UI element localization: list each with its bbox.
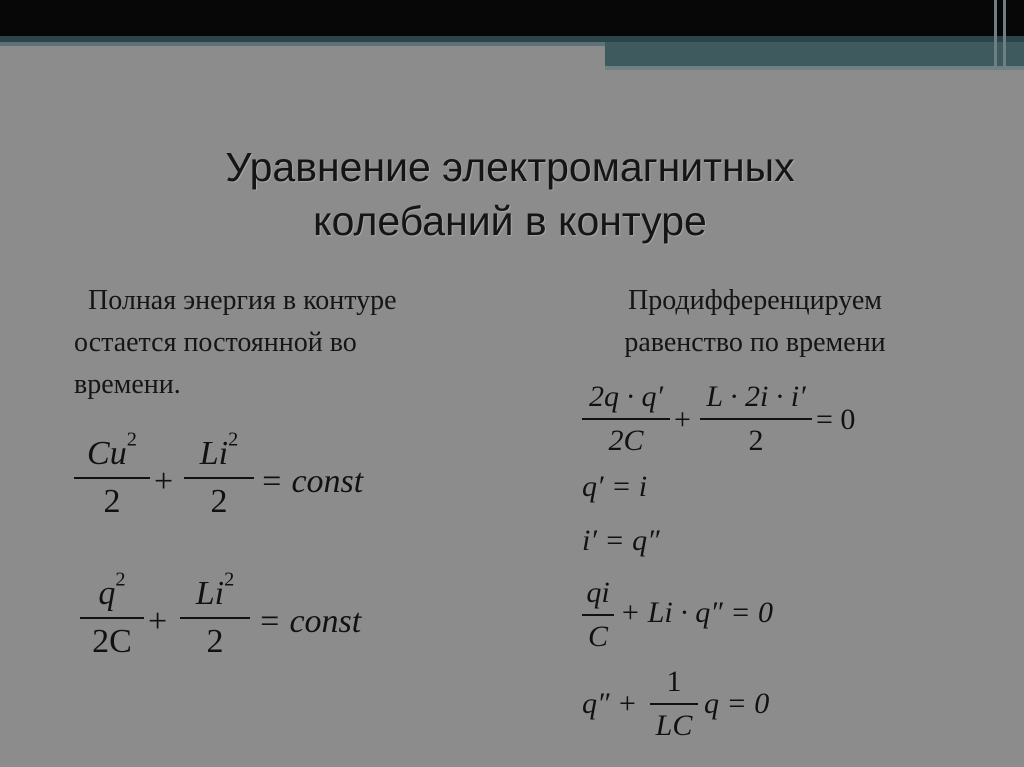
header-band-stripe-left: [0, 42, 605, 46]
formula-term: qi: [586, 576, 610, 609]
formula-term: 2C: [608, 424, 644, 457]
slide-title: [130, 140, 890, 248]
formula-rhs: = const: [260, 463, 364, 500]
text-line: равенство по времени: [624, 327, 886, 358]
formula-term: 2: [210, 483, 228, 520]
formula-oscillation: [582, 665, 822, 755]
formula-substituted: [582, 576, 822, 666]
formula-op: +: [154, 463, 174, 500]
formula-term: Li: [199, 435, 229, 472]
header-band: [0, 0, 1024, 36]
formula-term: 2q · q′: [588, 380, 664, 413]
text-line: времени.: [74, 369, 181, 400]
formula-term: 2C: [92, 623, 132, 660]
formula-rhs: = 0: [816, 403, 856, 436]
formula-term: 1: [666, 665, 682, 698]
title-line: колебаний в контуре: [313, 198, 707, 244]
header-band-block-right: [605, 42, 1024, 68]
formula-term: 2: [103, 483, 121, 520]
formula-term: 2: [748, 424, 764, 457]
text-line: Полная энергия в контуре: [88, 285, 397, 316]
formula-op: +: [148, 603, 168, 640]
right-text-block: [560, 280, 950, 364]
formula-rhs: + Li · q″ = 0: [620, 596, 774, 629]
formula-term: LC: [655, 709, 693, 742]
formula-term: 2: [206, 623, 224, 660]
formula-term: Cu: [87, 435, 127, 472]
formula-q-prime: q′ = i: [582, 470, 648, 503]
text-line: остается постоянной во: [74, 327, 357, 358]
formula-op: +: [674, 403, 691, 436]
formula-rhs: q = 0: [704, 687, 770, 720]
formula-term: q″ +: [582, 687, 638, 720]
formula-term: C: [587, 620, 608, 653]
corner-line: [1003, 0, 1006, 70]
formula-energy-1: Cu$^2$ 2 + $Li^2$ 2 = const: [74, 435, 394, 535]
formula-term: Li: [195, 575, 225, 612]
header-band-stripe-right: [605, 66, 1024, 70]
formula-term: q: [98, 575, 116, 612]
formula-energy-2: $q^2$ 2C + $Li^2$ 2 = const: [80, 575, 400, 675]
formula-rhs: = const: [258, 603, 362, 640]
corner-line: [994, 0, 997, 70]
left-text-block: [74, 280, 494, 406]
text-line: Продифференцируем: [628, 285, 882, 316]
formula-term: L · 2i · i′: [706, 380, 806, 413]
formula-derivative: [582, 380, 882, 470]
title-line: Уравнение электромагнитных: [225, 144, 795, 190]
formula-i-prime: i′ = q″: [582, 524, 660, 557]
